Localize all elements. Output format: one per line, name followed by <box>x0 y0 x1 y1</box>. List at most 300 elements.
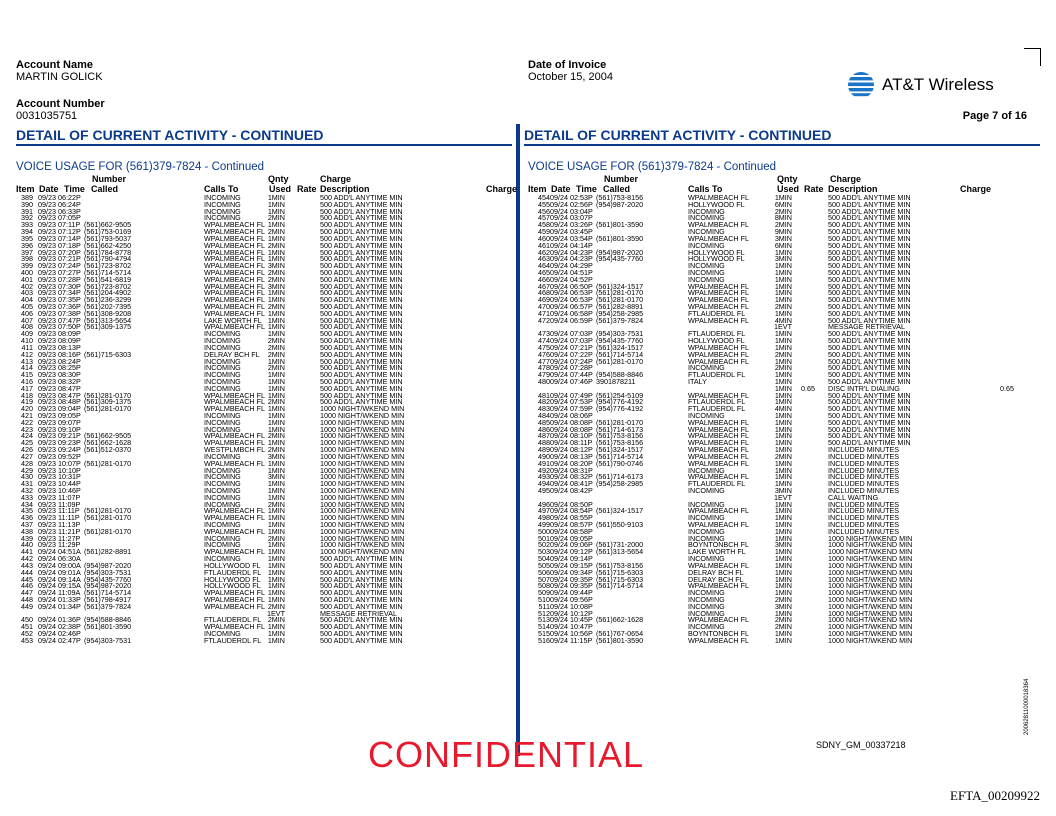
row-description: 500 ADD'L ANYTIME MIN <box>828 376 911 386</box>
row-description: 500 ADD'L ANYTIME MIN <box>828 411 911 420</box>
row-calls-to: WPALMBEACH FL <box>688 635 749 645</box>
row-called: (561)723-8702 <box>84 281 132 291</box>
row-description: 500 ADD'L ANYTIME MIN <box>320 342 403 352</box>
row-used: 4MIN <box>774 315 792 325</box>
row-description: 1000 NIGHT/WKEND MIN <box>828 547 913 557</box>
row-calls-to: WPALMBEACH FL <box>204 390 265 400</box>
row-used: 1MIN <box>774 329 792 339</box>
row-calls-to: INCOMING <box>688 227 725 237</box>
row-date: 09/24 <box>550 193 568 202</box>
row-date: 09/24 <box>550 315 568 325</box>
row-used: 2MIN <box>774 622 792 632</box>
row-calls-to: WPALMBEACH FL <box>204 513 265 523</box>
row-calls-to: INCOMING <box>688 213 725 223</box>
row-used: 1MIN <box>267 390 285 400</box>
row-date: 09/23 <box>38 520 56 529</box>
row-calls-to: WPALMBEACH FL <box>204 404 265 414</box>
row-description: 500 ADD'L ANYTIME MIN <box>320 227 403 237</box>
table-row <box>16 447 512 454</box>
row-calls-to: WPALMBEACH FL <box>688 342 749 352</box>
row-description: 500 ADD'L ANYTIME MIN <box>828 438 911 448</box>
row-used: 2MIN <box>267 445 285 455</box>
row-description: 500 ADD'L ANYTIME MIN <box>320 254 403 264</box>
row-date: 09/24 <box>550 458 568 468</box>
row-time: 11:15P <box>570 635 593 645</box>
row-item: 507 <box>538 574 550 584</box>
row-date: 09/23 <box>38 445 56 455</box>
row-time: 01:34P <box>58 601 81 611</box>
row-item: 460 <box>538 233 550 243</box>
row-description: INCLUDED MINUTES <box>828 445 900 455</box>
row-used: 2MIN <box>774 302 792 311</box>
row-calls-to: WPALMBEACH FL <box>688 438 749 448</box>
row-date: 09/23 <box>38 479 56 489</box>
row-calls-to: INCOMING <box>688 206 725 216</box>
row-description: 1000 NIGHT/WKEND MIN <box>320 513 405 523</box>
row-description: 500 ADD'L ANYTIME MIN <box>828 261 911 271</box>
row-called: (561)281-0170 <box>596 288 644 298</box>
row-rate: 0.65 <box>801 383 815 393</box>
row-item: 492 <box>538 465 550 475</box>
row-used: 1MIN <box>267 254 285 264</box>
row-used: 1MIN <box>774 383 792 393</box>
col-rate: Rate <box>804 184 824 194</box>
row-item: 446 <box>21 581 33 591</box>
row-time: 07:11P <box>58 220 81 230</box>
row-time: 04:52P <box>570 274 593 284</box>
row-calls-to: WPALMBEACH FL <box>204 506 265 516</box>
row-time: 07:14P <box>58 233 81 243</box>
row-item: 477 <box>538 356 550 366</box>
row-time: 08:16P <box>58 349 81 359</box>
row-calls-to: ITALY <box>688 376 707 386</box>
row-date: 09/24 <box>550 635 568 645</box>
row-date: 09/24 <box>38 629 56 638</box>
row-description: 500 ADD'L ANYTIME MIN <box>320 588 403 598</box>
row-date: 09/24 <box>550 397 568 407</box>
row-description: 1000 NIGHT/WKEND MIN <box>828 560 913 570</box>
row-description: 1000 NIGHT/WKEND MIN <box>828 615 913 625</box>
row-time: 07:03P <box>570 329 593 339</box>
row-date: 09/24 <box>550 240 568 250</box>
row-description: 1000 NIGHT/WKEND MIN <box>828 622 913 632</box>
table-row <box>16 338 512 345</box>
row-item: 393 <box>21 220 33 230</box>
row-used: 8MIN <box>774 213 792 223</box>
table-row <box>16 549 512 556</box>
row-description: 500 ADD'L ANYTIME MIN <box>320 581 403 591</box>
row-used: 1MIN <box>267 370 285 380</box>
row-date: 09/24 <box>38 547 56 557</box>
row-description: 500 ADD'L ANYTIME MIN <box>320 274 403 284</box>
row-called: (561)309-1375 <box>84 397 132 407</box>
col-number-top: Number <box>92 174 127 184</box>
row-calls-to: WPALMBEACH FL <box>204 308 265 318</box>
row-description: 500 ADD'L ANYTIME MIN <box>320 281 403 291</box>
table-row <box>16 365 512 372</box>
row-used: 1MIN <box>267 233 285 243</box>
row-calls-to: FTLAUDERDL FL <box>688 329 746 339</box>
row-time: 08:55P <box>570 513 593 523</box>
row-calls-to: INCOMING <box>204 479 241 489</box>
row-item: 392 <box>21 213 33 223</box>
row-date: 09/23 <box>38 356 56 366</box>
row-calls-to: WPALMBEACH FL <box>688 281 749 291</box>
row-called: (561)715-6303 <box>596 567 644 577</box>
row-description: 1000 NIGHT/WKEND MIN <box>320 485 405 495</box>
row-date: 09/23 <box>38 342 56 352</box>
col-description: Description <box>320 184 370 194</box>
row-used: 1MIN <box>774 376 792 386</box>
row-date: 09/24 <box>550 581 568 591</box>
row-description: 1000 NIGHT/WKEND MIN <box>828 629 913 638</box>
row-used: 1MIN <box>267 193 285 202</box>
row-date: 09/23 <box>38 417 56 427</box>
row-description: 1000 NIGHT/WKEND MIN <box>320 499 405 509</box>
row-called: (954)588-8846 <box>596 370 644 380</box>
row-item: 490 <box>538 451 550 461</box>
row-description: 500 ADD'L ANYTIME MIN <box>828 233 911 243</box>
table-row <box>16 413 512 420</box>
row-calls-to: FTLAUDERDL FL <box>688 479 746 489</box>
row-date: 09/23 <box>38 220 56 230</box>
row-used: 1MIN <box>267 588 285 598</box>
row-date: 09/24 <box>38 554 56 564</box>
row-time: 04:51A <box>58 547 81 557</box>
row-date: 09/23 <box>38 390 56 400</box>
row-calls-to: WPALMBEACH FL <box>688 417 749 427</box>
row-calls-to: INCOMING <box>204 356 241 366</box>
row-date: 09/24 <box>550 513 568 523</box>
table-row <box>16 533 512 543</box>
row-date: 09/24 <box>550 499 568 509</box>
row-description: 500 ADD'L ANYTIME MIN <box>320 322 403 332</box>
row-description: 1000 NIGHT/WKEND MIN <box>320 547 405 557</box>
row-calls-to: DELRAY BCH FL <box>688 574 744 584</box>
row-time: 08:25P <box>58 363 81 373</box>
row-item: 426 <box>21 445 33 455</box>
row-called: (561)714-6173 <box>596 424 644 434</box>
row-time: 06:50P <box>570 281 593 291</box>
row-date: 09/24 <box>550 540 568 550</box>
row-item: 397 <box>21 247 33 257</box>
row-called: (561)662-4250 <box>84 240 132 250</box>
row-used: 3MIN <box>774 601 792 611</box>
row-time: 09:21P <box>58 431 81 441</box>
row-used: 2MIN <box>267 274 285 284</box>
row-calls-to: INCOMING <box>204 472 241 482</box>
row-used: 2MIN <box>774 349 792 359</box>
row-calls-to: INCOMING <box>688 594 725 604</box>
brand-name: AT&T Wireless <box>882 75 994 94</box>
row-time: 10:10P <box>58 465 81 475</box>
row-date: 09/24 <box>550 261 568 271</box>
row-time: 07:35P <box>58 295 81 305</box>
row-description: 500 ADD'L ANYTIME MIN <box>828 267 911 277</box>
row-time: 09:23P <box>58 438 81 448</box>
row-date: 09/24 <box>550 622 568 632</box>
row-used: 2MIN <box>267 363 285 373</box>
row-time: 08:57P <box>570 520 593 529</box>
row-date: 09/23 <box>38 451 56 461</box>
row-called: (561)281-0170 <box>84 526 132 536</box>
row-time: 08:47P <box>58 383 81 393</box>
row-description: 500 ADD'L ANYTIME MIN <box>828 329 911 339</box>
row-description: 1000 NIGHT/WKEND MIN <box>828 581 913 591</box>
row-calls-to: WPALMBEACH FL <box>204 254 265 264</box>
row-description: 500 ADD'L ANYTIME MIN <box>320 213 403 223</box>
row-used: 1MIN <box>267 594 285 604</box>
row-time: 01:36P <box>58 615 81 625</box>
row-called: (561)379-7824 <box>84 601 132 611</box>
row-description: 500 ADD'L ANYTIME MIN <box>828 397 911 407</box>
row-calls-to: WPALMBEACH FL <box>204 431 265 441</box>
account-number-label: Account Number <box>16 98 105 110</box>
row-description: 1000 NIGHT/WKEND MIN <box>320 458 405 468</box>
row-used: 1MIN <box>267 315 285 325</box>
row-called: (561)254-5109 <box>596 390 644 400</box>
row-time: 09:35P <box>570 581 593 591</box>
row-description: INCLUDED MINUTES <box>828 451 900 461</box>
account-name: MARTIN GOLICK <box>16 71 103 83</box>
row-used: 1MIN <box>774 390 792 400</box>
page-number: Page 7 of 16 <box>962 110 1027 122</box>
row-item: 456 <box>538 206 550 216</box>
row-description: 1000 NIGHT/WKEND MIN <box>320 479 405 489</box>
row-time: 03:26P <box>570 220 593 230</box>
row-time: 08:50P <box>570 499 593 509</box>
row-used: 1MIN <box>267 376 285 386</box>
row-description: 500 ADD'L ANYTIME MIN <box>828 315 911 325</box>
row-called: (561)714-5714 <box>84 267 132 277</box>
row-calls-to: FTLAUDERDL FL <box>204 567 262 577</box>
row-item: 479 <box>538 370 550 380</box>
column-divider <box>516 124 520 756</box>
row-date: 09/24 <box>38 581 56 591</box>
row-description: INCLUDED MINUTES <box>828 472 900 482</box>
col-qnty-top: Qnty <box>268 174 289 184</box>
row-calls-to: INCOMING <box>688 267 725 277</box>
row-item: 461 <box>538 240 550 250</box>
row-description: 500 ADD'L ANYTIME MIN <box>320 349 403 359</box>
row-item: 514 <box>538 622 550 632</box>
crop-mark <box>1024 48 1040 49</box>
row-date: 09/23 <box>38 213 56 223</box>
row-time: 09:00A <box>58 560 81 570</box>
row-time: 08:32P <box>570 472 593 482</box>
row-time: 08:09P <box>58 336 81 346</box>
row-time: 09:10P <box>58 424 81 434</box>
row-description: 500 ADD'L ANYTIME MIN <box>828 349 911 359</box>
row-used: 1EVT <box>267 608 285 618</box>
row-item: 504 <box>538 554 550 564</box>
row-date: 09/24 <box>550 445 568 455</box>
row-called: (561)753-8156 <box>596 431 644 441</box>
row-used: 1EVT <box>774 492 792 502</box>
row-time: 03:04P <box>570 206 593 216</box>
col-charge-top: Charge <box>320 174 352 184</box>
row-item: 413 <box>21 356 33 366</box>
row-date: 09/23 <box>38 302 56 311</box>
row-used: 1MIN <box>267 485 285 495</box>
row-called: (561)714-5714 <box>596 451 644 461</box>
brand-logo <box>846 70 1026 102</box>
row-item: 400 <box>21 267 33 277</box>
row-calls-to: WPALMBEACH FL <box>688 581 749 591</box>
row-used: 1MIN <box>774 581 792 591</box>
row-description: 500 ADD'L ANYTIME MIN <box>828 281 911 291</box>
row-item: 495 <box>538 485 550 495</box>
row-date: 09/24 <box>550 479 568 489</box>
row-called: (954)258-2985 <box>596 479 644 489</box>
row-used: 1MIN <box>774 588 792 598</box>
row-called: (561)662-1628 <box>84 438 132 448</box>
row-called: (954)303-7531 <box>596 329 644 339</box>
row-calls-to: INCOMING <box>204 363 241 373</box>
row-description: 1000 NIGHT/WKEND MIN <box>320 492 405 502</box>
row-used: 1MIN <box>267 288 285 298</box>
row-description: 1000 NIGHT/WKEND MIN <box>320 424 405 434</box>
row-time: 07:49P <box>570 390 593 400</box>
row-description: 500 ADD'L ANYTIME MIN <box>828 308 911 318</box>
row-date: 09/24 <box>38 615 56 625</box>
row-called: (561)753-8156 <box>596 438 644 448</box>
row-description: 1000 NIGHT/WKEND MIN <box>320 506 405 516</box>
row-description: 1000 NIGHT/WKEND MIN <box>320 465 405 475</box>
row-called: (954)987-2020 <box>84 581 132 591</box>
row-date: 09/24 <box>550 336 568 346</box>
row-item: 409 <box>21 329 33 339</box>
row-description: 500 ADD'L ANYTIME MIN <box>320 288 403 298</box>
row-item: 449 <box>21 601 33 611</box>
row-used: 1MIN <box>267 424 285 434</box>
row-used: 1MIN <box>267 629 285 638</box>
row-date: 09/24 <box>550 417 568 427</box>
row-time: 09:52P <box>58 451 81 461</box>
row-description: 500 ADD'L ANYTIME MIN <box>828 342 911 352</box>
row-item: 454 <box>538 193 550 202</box>
row-used: 1MIN <box>267 329 285 339</box>
row-called: (561)281-0170 <box>84 390 132 400</box>
row-date: 09/24 <box>550 254 568 264</box>
row-item: 470 <box>538 302 550 311</box>
row-description: 500 ADD'L ANYTIME MIN <box>828 417 911 427</box>
row-date: 09/24 <box>550 213 568 223</box>
row-used: 1MIN <box>774 342 792 352</box>
row-used: 2MIN <box>774 594 792 604</box>
row-time: 11:11P <box>58 506 80 516</box>
row-description: INCLUDED MINUTES <box>828 458 900 468</box>
row-item: 467 <box>538 281 550 291</box>
row-time: 09:15A <box>58 581 81 591</box>
row-item: 408 <box>21 322 33 332</box>
row-calls-to: WPALMBEACH FL <box>688 295 749 305</box>
row-item: 395 <box>21 233 33 243</box>
row-used: 2MIN <box>774 220 792 230</box>
row-item: 396 <box>21 240 33 250</box>
row-description: 1000 NIGHT/WKEND MIN <box>828 540 913 550</box>
row-called: (954)987-2020 <box>596 247 644 257</box>
row-called: (954)987-2020 <box>84 560 132 570</box>
row-item: 416 <box>21 376 33 386</box>
col-charge: Charge <box>960 184 992 194</box>
row-date: 09/23 <box>38 329 56 339</box>
row-item: 464 <box>538 261 550 271</box>
row-used: 2MIN <box>267 240 285 250</box>
row-item: 473 <box>538 329 550 339</box>
row-called: (561)541-6819 <box>84 274 132 284</box>
row-item: 442 <box>21 554 33 564</box>
row-description: 500 ADD'L ANYTIME MIN <box>828 227 911 237</box>
row-date: 09/23 <box>38 199 56 209</box>
row-date: 09/23 <box>38 281 56 291</box>
row-calls-to: DELRAY BCH FL <box>204 349 260 359</box>
row-called: (954)303-7531 <box>84 567 132 577</box>
row-calls-to: WPALMBEACH FL <box>688 458 749 468</box>
col-date: Date <box>39 184 59 194</box>
row-called: (561)723-8702 <box>84 261 132 271</box>
row-used: 1MIN <box>774 635 792 645</box>
row-date: 09/23 <box>38 533 56 543</box>
row-date: 09/24 <box>550 363 568 373</box>
usage-table-left <box>16 174 518 645</box>
row-item: 429 <box>21 465 33 475</box>
row-time: 07:28P <box>570 363 593 373</box>
row-calls-to: INCOMING <box>204 554 241 564</box>
row-used: 2MIN <box>774 615 792 625</box>
row-description: 500 ADD'L ANYTIME MIN <box>828 288 911 298</box>
row-description: 500 ADD'L ANYTIME MIN <box>320 261 403 271</box>
row-date: 09/23 <box>38 438 56 448</box>
row-time: 03:54P <box>570 233 593 243</box>
row-calls-to: INCOMING <box>204 485 241 495</box>
row-description: 500 ADD'L ANYTIME MIN <box>828 431 911 441</box>
row-calls-to: WPALMBEACH FL <box>688 302 749 311</box>
col-time: Time <box>576 184 597 194</box>
row-item: 427 <box>21 451 33 461</box>
row-date: 09/24 <box>550 608 568 618</box>
row-description: 1000 NIGHT/WKEND MIN <box>828 594 913 604</box>
col-item: Item <box>16 184 35 194</box>
row-date: 09/24 <box>550 411 568 420</box>
col-charge: Charge <box>486 184 518 194</box>
row-date: 09/24 <box>550 594 568 604</box>
table-row <box>16 465 512 475</box>
row-calls-to: INCOMING <box>204 193 241 202</box>
row-description: 500 ADD'L ANYTIME MIN <box>828 193 911 202</box>
col-item: Item <box>528 184 547 194</box>
row-calls-to: HOLLYWOOD FL <box>688 254 745 264</box>
col-called: Called <box>91 184 119 194</box>
row-time: 11:13P <box>58 520 81 529</box>
row-date: 09/24 <box>550 485 568 495</box>
row-used: 1MIN <box>774 629 792 638</box>
row-item: 481 <box>538 390 550 400</box>
row-time: 07:30P <box>58 281 81 291</box>
row-calls-to: HOLLYWOOD FL <box>688 247 745 257</box>
table-row <box>16 199 512 209</box>
row-description: 500 ADD'L ANYTIME MIN <box>320 315 403 325</box>
row-used: 3MIN <box>774 540 792 550</box>
row-called: (561)801-3590 <box>596 635 644 645</box>
row-used: 1MIN <box>774 411 792 420</box>
row-item: 459 <box>538 227 550 237</box>
row-time: 09:15P <box>570 560 593 570</box>
row-item: 430 <box>21 472 33 482</box>
row-date: 09/23 <box>38 411 56 420</box>
row-time: 10:45P <box>570 615 593 625</box>
row-time: 07:50P <box>58 322 81 332</box>
